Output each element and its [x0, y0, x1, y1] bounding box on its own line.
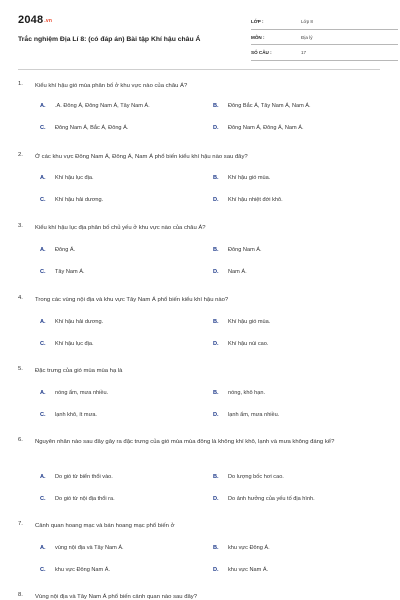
option-letter: D. — [213, 341, 219, 347]
option-letter: C. — [40, 567, 46, 573]
option-a[interactable] — [40, 545, 124, 551]
option-d[interactable] — [213, 567, 268, 573]
option-d[interactable] — [213, 341, 268, 347]
option-text: Khí hậu nhiệt đới khô. — [228, 197, 283, 203]
question-text: Kiểu khí hậu gió mùa phân bố ở khu vực nào của châu Á? — [35, 83, 188, 89]
option-text: Khí hậu gió mùa. — [228, 319, 271, 325]
meta-label: MÔN : — [251, 34, 265, 40]
option-letter: D. — [213, 412, 219, 418]
option-text: Khí hậu hải dương. — [55, 319, 104, 325]
option-c[interactable] — [40, 125, 128, 131]
meta-row-subject — [251, 32, 398, 46]
option-d[interactable] — [213, 269, 247, 275]
option-text: .A. Đông Á, Đông Nam Á, Tây Nam Á. — [55, 103, 150, 109]
option-text: nóng ẩm, mưa nhiều. — [55, 390, 109, 396]
option-letter: A. — [40, 103, 46, 109]
option-letter: C. — [40, 269, 46, 275]
option-letter: C. — [40, 197, 46, 203]
option-text: Đông Á. — [55, 247, 76, 253]
option-letter: A. — [40, 175, 46, 181]
meta-value: Địa lý — [301, 34, 313, 40]
question-3 — [18, 223, 380, 275]
option-letter: B. — [213, 474, 219, 480]
option-a[interactable] — [40, 474, 113, 480]
logo-text: 2048 — [18, 14, 44, 26]
option-letter: D. — [213, 496, 219, 502]
question-2 — [18, 152, 380, 204]
logo-suffix: .vn — [44, 18, 53, 24]
option-a[interactable] — [40, 390, 108, 396]
option-d[interactable] — [213, 496, 315, 502]
option-letter: D. — [213, 197, 219, 203]
option-text: lạnh khô, ít mưa. — [55, 412, 97, 418]
option-a[interactable] — [40, 103, 150, 109]
option-text: Do lượng bốc hơi cao. — [228, 474, 284, 480]
option-a[interactable] — [40, 319, 103, 325]
option-b[interactable] — [213, 175, 270, 181]
option-text: Khí hậu gió mùa. — [228, 175, 271, 181]
question-number: 1. — [18, 81, 23, 87]
option-letter: C. — [40, 412, 46, 418]
option-text: Đông Nam Á. — [228, 247, 262, 253]
option-letter: C. — [40, 496, 46, 502]
option-b[interactable] — [213, 247, 262, 253]
option-c[interactable] — [40, 197, 103, 203]
question-1 — [18, 81, 380, 133]
meta-label: SỐ CÂU : — [251, 50, 272, 55]
option-text: Nam Á. — [228, 269, 247, 275]
option-c[interactable] — [40, 412, 97, 418]
option-b[interactable] — [213, 474, 284, 480]
option-letter: B. — [213, 390, 219, 396]
option-c[interactable] — [40, 269, 85, 275]
question-text: Đặc trưng của gió mùa mùa hạ là — [35, 368, 123, 374]
option-d[interactable] — [213, 197, 283, 203]
option-text: Khí hậu lục địa. — [55, 175, 94, 181]
question-8 — [18, 592, 380, 600]
worksheet-header — [18, 14, 380, 62]
question-7 — [18, 521, 380, 575]
question-5 — [18, 366, 380, 418]
option-text: nóng, khô hạn. — [228, 390, 266, 396]
question-text: Trong các vùng nội địa và khu vực Tây Nam Á phổ biến kiểu khí hậu nào? — [35, 297, 229, 303]
question-number: 3. — [18, 223, 23, 229]
worksheet-meta — [251, 16, 398, 63]
option-text: Do gió từ nội địa thổi ra. — [55, 496, 115, 502]
question-text: Ở các khu vực Đông Nam Á, Đông Á, Nam Á phổ biến kiểu khí hậu nào sau đây? — [35, 154, 248, 160]
option-a[interactable] — [40, 247, 75, 253]
question-6 — [18, 437, 380, 505]
option-text: Khí hậu lục địa. — [55, 341, 94, 347]
option-d[interactable] — [213, 125, 304, 131]
option-text: Khí hậu hải dương. — [55, 197, 104, 203]
option-text: Đông Nam Á, Bắc Á, Đông Á. — [55, 125, 129, 131]
meta-row-class — [251, 16, 398, 30]
option-c[interactable] — [40, 567, 110, 573]
question-number: 6. — [18, 437, 23, 443]
option-d[interactable] — [213, 412, 279, 418]
question-text: Vùng nội địa và Tây Nam Á phổ biến cảnh quan nào sau đây? — [35, 594, 197, 600]
meta-value: Lớp 8 — [301, 19, 313, 24]
option-letter: A. — [40, 474, 46, 480]
option-c[interactable] — [40, 496, 115, 502]
option-letter: C. — [40, 341, 46, 347]
option-b[interactable] — [213, 103, 311, 109]
question-number: 8. — [18, 592, 23, 598]
option-letter: B. — [213, 175, 219, 181]
site-logo[interactable] — [18, 14, 52, 26]
option-letter: A. — [40, 247, 46, 253]
option-text: Tây Nam Á. — [55, 269, 85, 275]
option-text: khu vực Đông Á. — [228, 545, 270, 551]
option-letter: B. — [213, 103, 219, 109]
option-letter: C. — [40, 125, 46, 131]
option-text: khu vực Đông Nam Á. — [55, 567, 111, 573]
option-letter: B. — [213, 545, 219, 551]
option-b[interactable] — [213, 390, 265, 396]
option-letter: A. — [40, 545, 46, 551]
option-text: Do ảnh hưởng của yếu tố địa hình. — [228, 496, 315, 502]
question-number: 4. — [18, 295, 23, 301]
option-b[interactable] — [213, 545, 270, 551]
option-letter: D. — [213, 125, 219, 131]
question-text: Nguyên nhân nào sau đây gây ra đặc trưng của gió mùa mùa đông là không khí khô, lạnh và mưa không đáng kể? — [35, 439, 335, 445]
meta-label: LỚP : — [251, 19, 264, 24]
option-c[interactable] — [40, 341, 94, 347]
option-text: khu vực Nam Á. — [228, 567, 269, 573]
option-text: vùng nội địa và Tây Nam Á. — [55, 545, 124, 551]
option-letter: A. — [40, 319, 46, 325]
option-b[interactable] — [213, 319, 270, 325]
option-text: lạnh ẩm, mưa nhiều. — [228, 412, 280, 418]
option-letter: A. — [40, 390, 46, 396]
page-title: Trắc nghiệm Địa Lí 8: (có đáp án) Bài tập Khí hậu châu Á — [18, 36, 201, 43]
meta-value: 17 — [301, 50, 307, 55]
question-4 — [18, 295, 380, 347]
option-letter: D. — [213, 567, 219, 573]
meta-row-question-count — [251, 47, 398, 61]
option-text: Do gió từ biển thổi vào. — [55, 474, 113, 480]
option-a[interactable] — [40, 175, 94, 181]
option-text: Đông Bắc Á, Tây Nam Á, Nam Á. — [228, 103, 311, 109]
option-text: Đông Nam Á, Đông Á, Nam Á. — [228, 125, 304, 131]
header-divider — [18, 69, 380, 70]
option-letter: D. — [213, 269, 219, 275]
question-number: 2. — [18, 152, 23, 158]
option-text: Khí hậu núi cao. — [228, 341, 269, 347]
question-number: 5. — [18, 366, 23, 372]
question-text: Kiểu khí hậu lục địa phân bố chủ yếu ở khu vực nào của châu Á? — [35, 225, 206, 231]
question-number: 7. — [18, 521, 23, 527]
option-letter: B. — [213, 247, 219, 253]
question-text: Cảnh quan hoang mạc và bán hoang mạc phổ biến ở — [35, 523, 175, 529]
option-letter: B. — [213, 319, 219, 325]
